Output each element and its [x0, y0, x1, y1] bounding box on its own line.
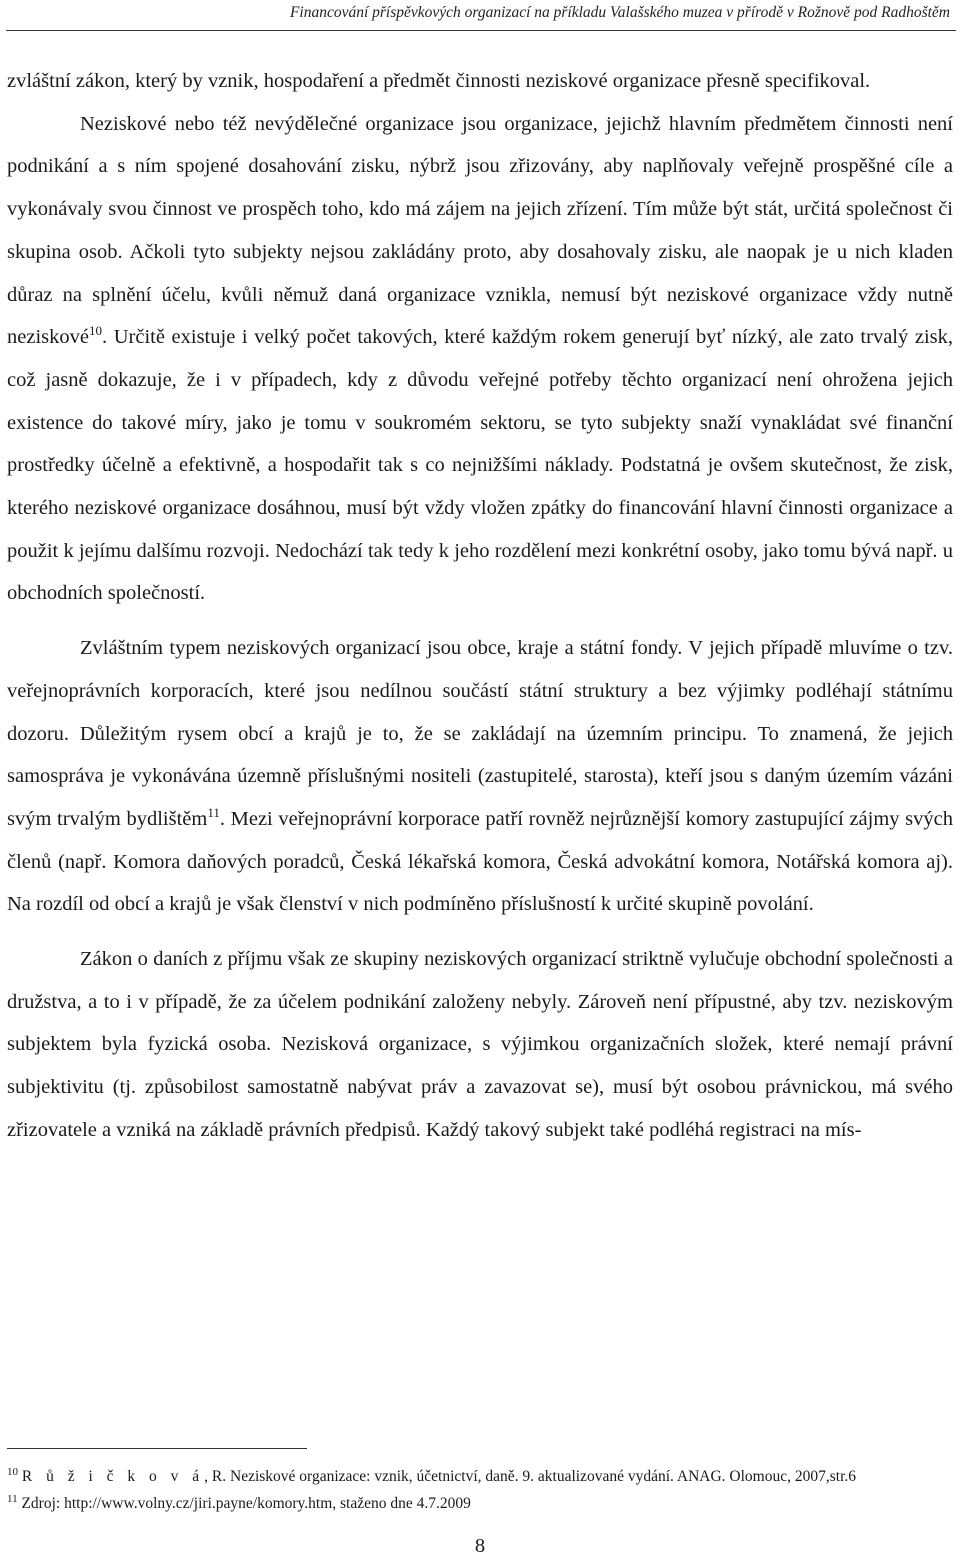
paragraph-text: Zvláštním typem neziskových organizací jsou obce, kraje a státní fondy. V jejich případě mluvíme o tzv. veřejnoprávních korporacích, které jsou nedílnou součástí státní struktury a bez výjimky podléhají státnímu dozoru. Důležitým rysem obcí a krajů je to, že se zakládají na územním principu. To znamená, že jejich samospráva je vykonávána územně příslušnými nositeli (zastupitelé, starosta), kteří jsou s daným územím vázáni svým trvalým bydlištěm [7, 637, 953, 830]
paragraph-continuation [7, 60, 953, 103]
paragraph-text: zvláštní zákon, který by vznik, hospodaření a předmět činnosti neziskové organizace přesně specifikoval. [7, 70, 871, 92]
paragraph-text: Neziskové nebo též nevýdělečné organizace jsou organizace, jejichž hlavním předmětem činnosti není podnikání a s ním spojené dosahování zisku, nýbrž jsou zřizovány, aby naplňovaly veřejně prospěšné cíle a vykonávaly svou činnost ve prospěch toho, kdo má zájem na jejich zřízení. Tím může být stát, určitá společnost či skupina osob. Ačkoli tyto subjekty nejsou zakládány proto, aby dosahovaly zisku, ale naopak je u nich kladen důraz na splnění účelu, kvůli němuž daná organizace vznikla, nemusí být neziskové organizace vždy nutně neziskové [7, 112, 953, 349]
footnote-reference[interactable]: 11 [207, 805, 220, 821]
footnote-text: , R. Neziskové organizace: vznik, účetnictví, daně. 9. aktualizované vydání. ANAG. Olomouc, 2007,str.6 [204, 1468, 857, 1485]
running-header: Financování příspěvkových organizací na příkladu Valašského muzea v přírodě v Rožnově pod Radhoštěm [289, 4, 950, 21]
footnote-text: Zdroj: http://www.volny.cz/jiri.payne/komory.htm, staženo dne 4.7.2009 [17, 1495, 471, 1512]
paragraph-nonprofit-definition [7, 103, 953, 615]
page-number: 8 [474, 1535, 486, 1557]
footnote-number: 10 [7, 1465, 18, 1478]
footnote-10 [7, 1466, 953, 1488]
footnote-reference[interactable]: 10 [88, 323, 102, 339]
footnote-divider [7, 1448, 307, 1449]
document-body [7, 60, 953, 1152]
footnote-author: R ů ž i č k o v á [21, 1468, 205, 1485]
footnote-number: 11 [7, 1492, 18, 1505]
footnote-11 [7, 1493, 953, 1515]
paragraph-text: . Mezi veřejnoprávní korporace patří rovněž nejrůznější komory zastupující zájmy svých členů (např. Komora daňových poradců, Česká lékařská komora, Česká advokátní komora, Notářská komora aj). Na rozdíl od obcí a krajů je však členství v nich podmíněno příslušností k určité skupině povolání. [7, 807, 954, 916]
header-divider [6, 30, 956, 31]
paragraph-text: . Určitě existuje i velký počet takových, které každým rokem generují byť nízký, ale zato trvalý zisk, což jasně dokazuje, že i v případech, kdy z důvodu veřejné potřeby těchto organizací není ohrožena jejich existence do takové míry, jako je tomu v soukromém sektoru, se tyto subjekty snaží vynakládat své finanční prostředky účelně a efektivně, a hospodařit tak s co nejnižšími náklady. Podstatná je ovšem skutečnost, že zisk, kterého neziskové organizace dosáhnou, musí být vždy vložen zpátky do financování hlavní činnosti organizace a použit k jejímu dalšímu rozvoji. Nedochází tak tedy k jeho rozdělení mezi konkrétní osoby, jako tomu bývá např. u obchodních společností. [7, 326, 953, 605]
paragraph-public-corporations [7, 627, 953, 926]
paragraph-text: Zákon o daních z příjmu však ze skupiny neziskových organizací striktně vylučuje obchodní společnosti a družstva, a to i v případě, že za účelem podnikání založeny nebyly. Zároveň není přípustné, aby tzv. neziskovým subjektem byla fyzická osoba. Nezisková organizace, s výjimkou organizačních složek, které nemají právní subjektivitu (tj. způsobilost samostatně nabývat práv a zavazovat se), musí být osobou právnickou, má svého zřizovatele a vzniká na základě právních předpisů. Každý takový subjekt také podléhá registraci na mís- [7, 948, 953, 1141]
paragraph-income-tax-law [7, 938, 953, 1152]
